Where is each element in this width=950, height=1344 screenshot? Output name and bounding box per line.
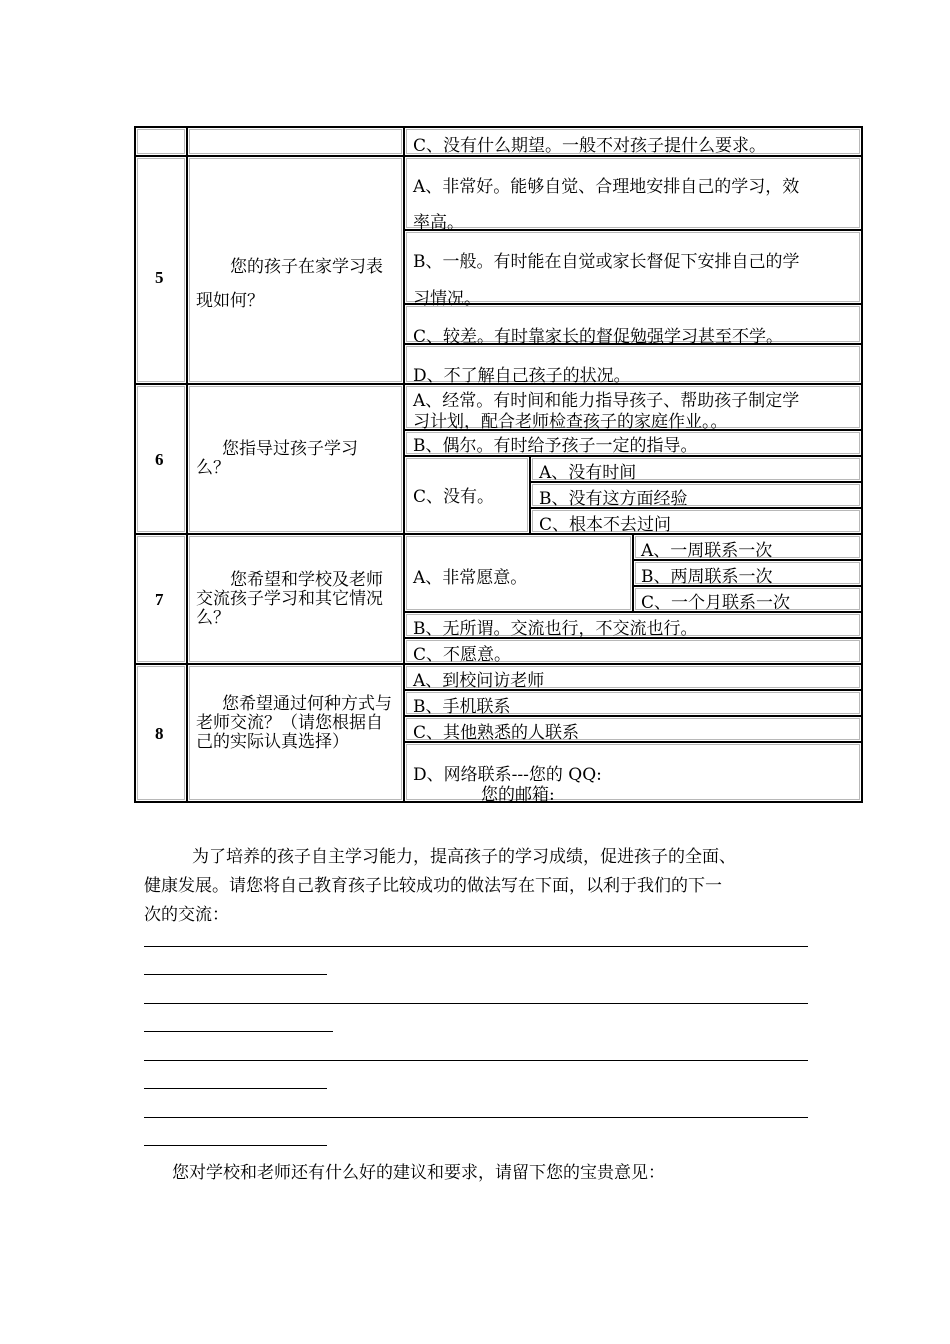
- answer-line[interactable]: [144, 946, 808, 947]
- answer-line[interactable]: [144, 1117, 808, 1118]
- q7-option-a: A、非常愿意。: [413, 568, 528, 588]
- q6-option-a-line1: A、经常。有时间和能力指导孩子、帮助孩子制定学: [413, 391, 800, 411]
- number-cell: [135, 127, 187, 156]
- q6-sub-option-c: C、根本不去过问: [539, 515, 672, 535]
- q5-option-a-line2: 率高。: [413, 213, 464, 233]
- answer-line[interactable]: [144, 1060, 808, 1061]
- q7-option-b: B、无所谓。交流也行，不交流也行。: [413, 619, 698, 639]
- q6-option-a-line2: 习计划，配合老师检查孩子的家庭作业。。: [413, 412, 728, 432]
- q5-number: 5: [155, 268, 164, 287]
- q5-question: 您的孩子在家学习表现如何？: [196, 257, 383, 311]
- paragraph-line-1: 为了培养的孩子自主学习能力，提高孩子的学习成绩，促进孩子的全面、: [192, 847, 736, 867]
- q6-sub-option-b: B、没有这方面经验: [539, 489, 688, 509]
- q7-question: 您希望和学校及老师交流孩子学习和其它情况么？: [196, 570, 383, 628]
- q8-option-c: C、其他熟悉的人联系: [413, 723, 580, 743]
- q5-option-d: D、不了解自己孩子的状况。: [413, 366, 631, 386]
- paragraph-line-3: 次的交流：: [144, 905, 229, 925]
- q8-option-a: A、到校问访老师: [413, 671, 545, 691]
- q8-option-b: B、手机联系: [413, 697, 511, 717]
- answer-line[interactable]: [144, 1031, 333, 1032]
- q6-question: 您指导过孩子学习么？: [196, 439, 358, 478]
- q7-sub-option-c: C、一个月联系一次: [641, 593, 791, 613]
- closing-prompt: 您对学校和老师还有什么好的建议和要求，请留下您的宝贵意见：: [172, 1163, 665, 1183]
- q7-number: 7: [155, 590, 164, 609]
- q7-option-c: C、不愿意。: [413, 645, 512, 665]
- q8-number: 8: [155, 724, 164, 743]
- answer-line[interactable]: [144, 1145, 327, 1146]
- option-c-text: C、没有什么期望。一般不对孩子提什么要求。: [413, 136, 767, 156]
- q6-option-c: C、没有。: [413, 487, 495, 507]
- q6-sub-option-a: A、没有时间: [539, 463, 637, 483]
- q7-sub-option-a: A、一周联系一次: [641, 541, 773, 561]
- answer-line[interactable]: [144, 1088, 327, 1089]
- q5-option-a-line1: A、非常好。能够自觉、合理地安排自己的学习，效: [413, 177, 800, 197]
- q5-option-b-line2: 习情况。: [413, 289, 481, 309]
- q5-option-b-line1: B、一般。有时能在自觉或家长督促下安排自己的学: [413, 252, 800, 272]
- answer-line[interactable]: [144, 1003, 808, 1004]
- q8-option-d-email: 您的邮箱:: [481, 785, 555, 805]
- paragraph-line-2: 健康发展。请您将自己教育孩子比较成功的做法写在下面，以利于我们的下一: [144, 876, 722, 896]
- q8-option-d-qq: D、网络联系---您的 QQ:: [413, 765, 602, 785]
- q6-option-b: B、偶尔。有时给予孩子一定的指导。: [413, 436, 698, 456]
- q8-question: 您希望通过何种方式与老师交流？（请您根据自己的实际认真选择）: [196, 694, 392, 752]
- q7-sub-option-b: B、两周联系一次: [641, 567, 773, 587]
- q5-option-c: C、较差。有时靠家长的督促勉强学习甚至不学。: [413, 327, 784, 347]
- question-cell: [187, 127, 404, 156]
- answer-line[interactable]: [144, 974, 327, 975]
- q6-number: 6: [155, 450, 164, 469]
